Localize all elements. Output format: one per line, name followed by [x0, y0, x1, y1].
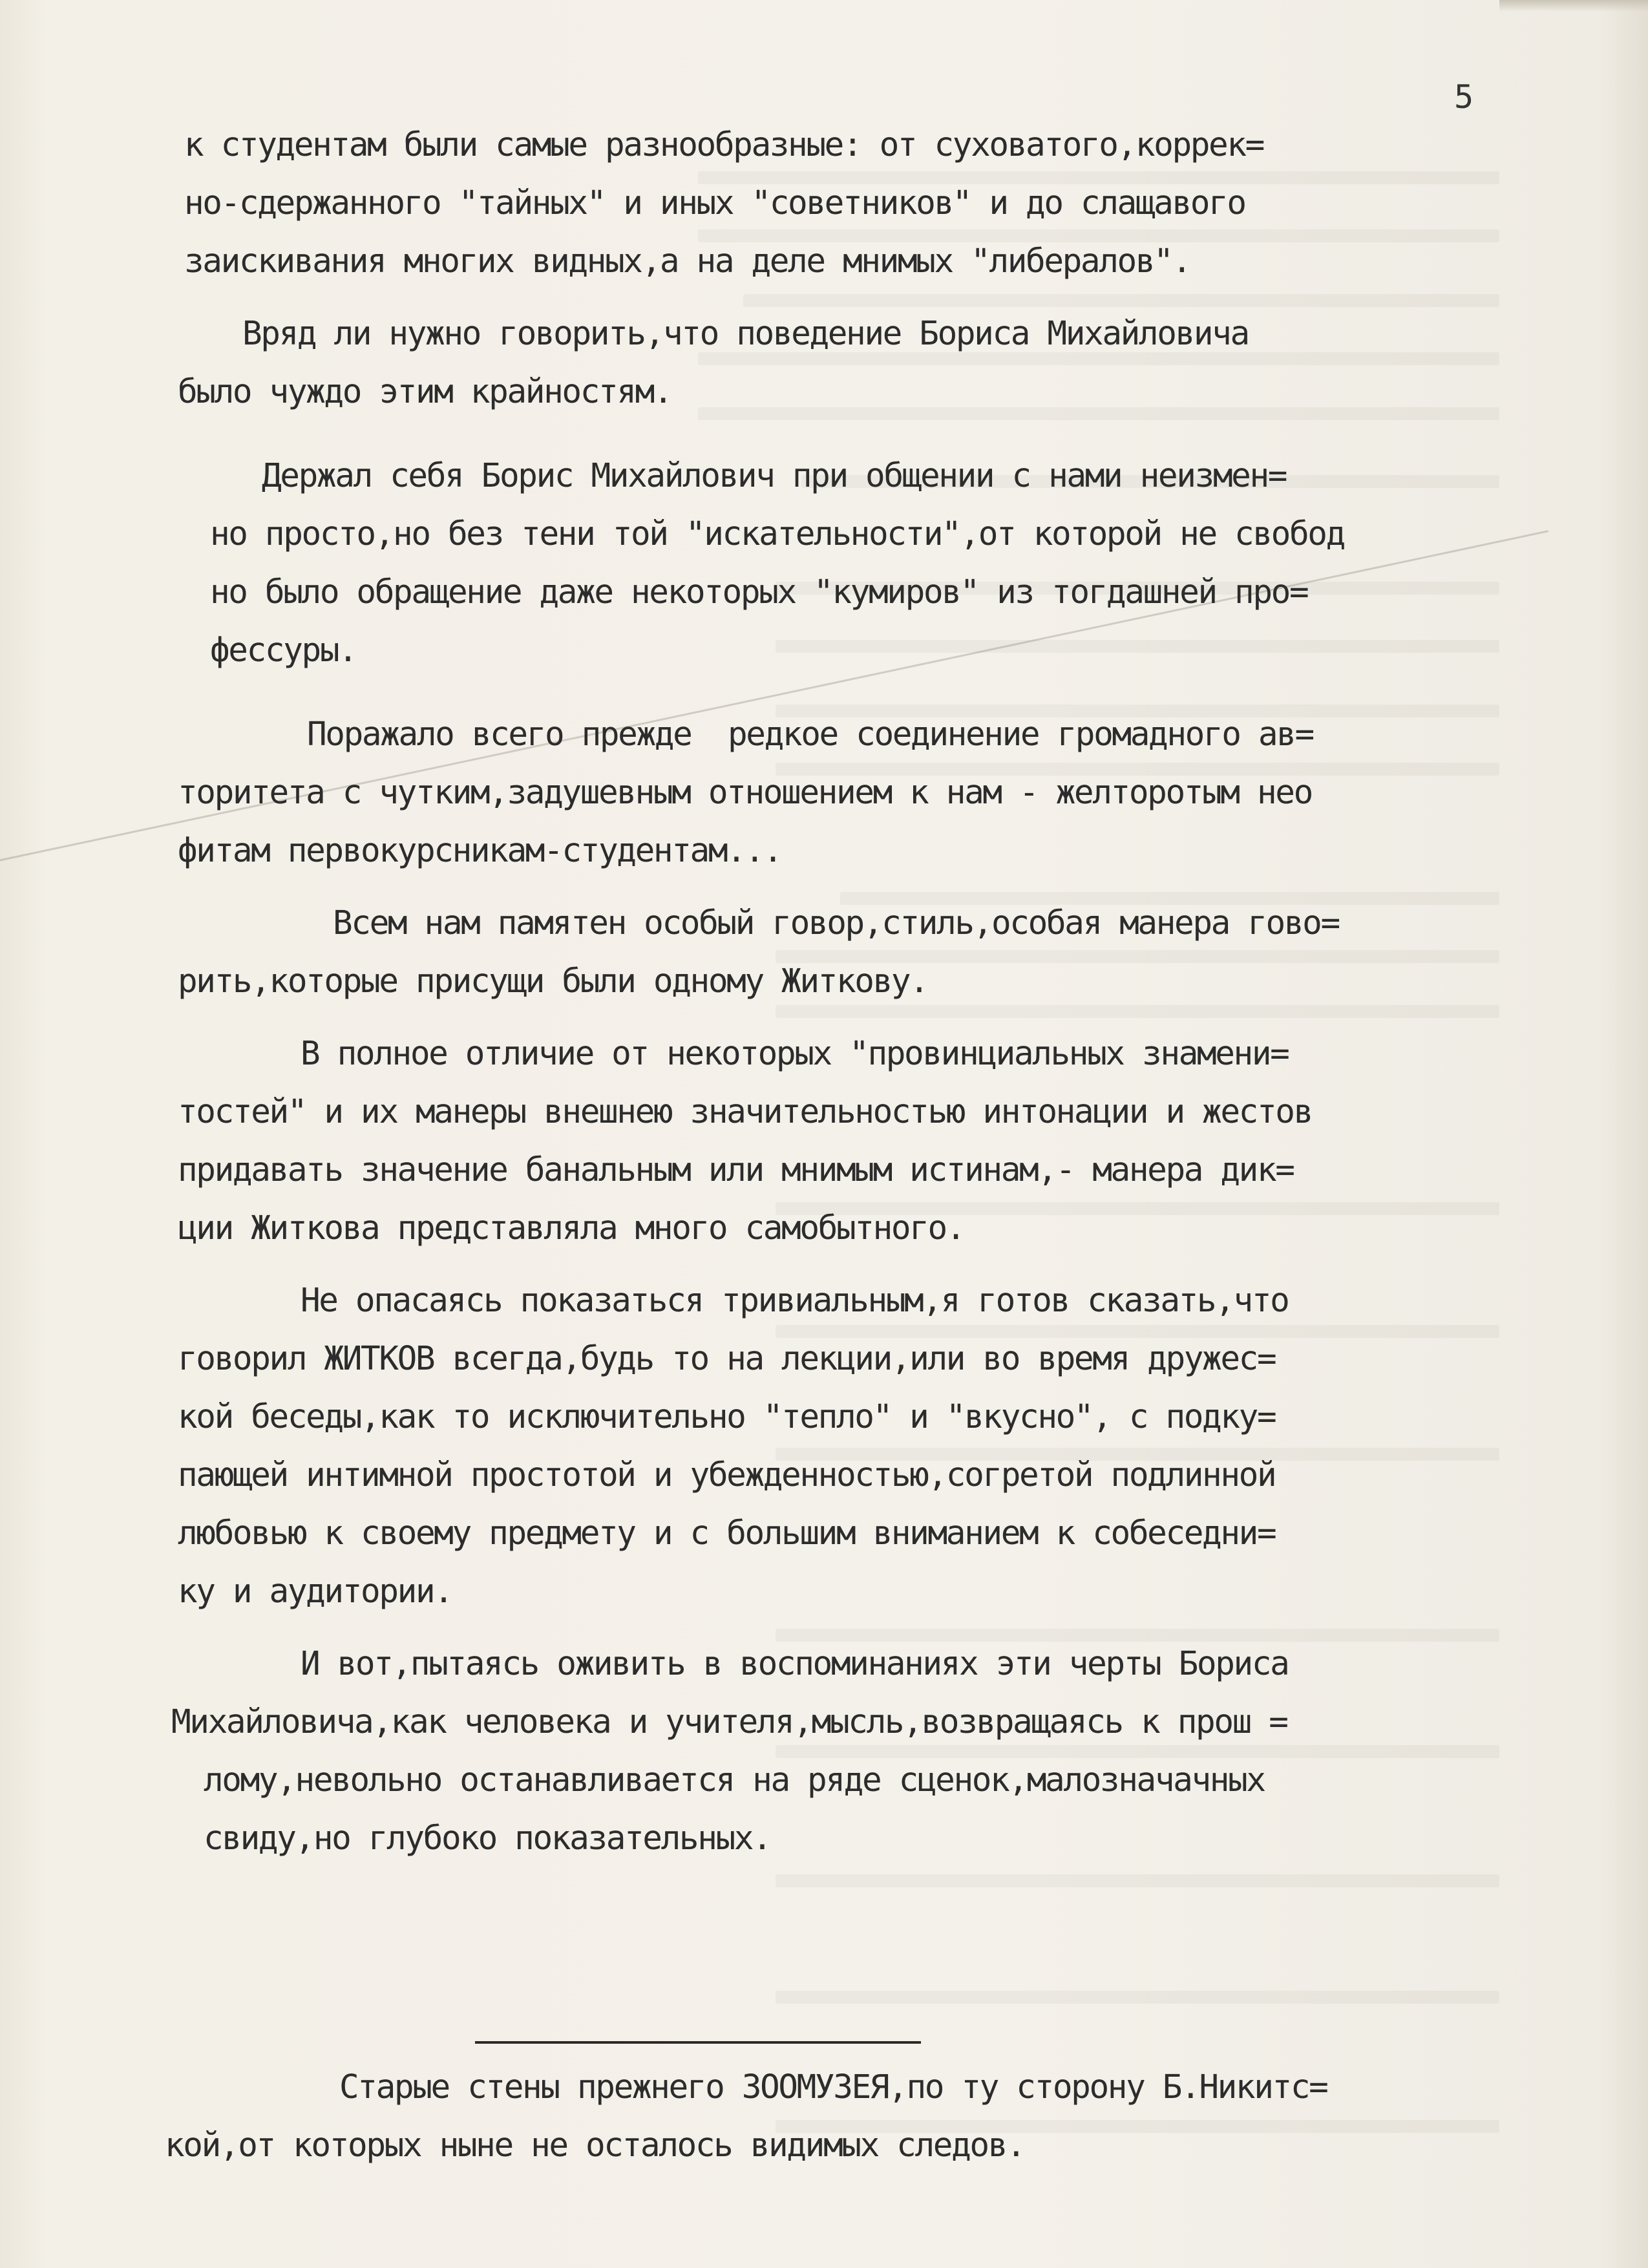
text-line: рить,которые присущи были одному Житкову.: [178, 962, 928, 1001]
text-line: свиду,но глубоко показательных.: [204, 1819, 771, 1858]
text-line: кой беседы,как то исключительно "тепло" и "вкусно", с подку=: [178, 1398, 1276, 1436]
text-line: Держал себя Борис Михайлович при общении с нами неизмен=: [262, 457, 1287, 495]
text-line: тостей" и их манеры внешнею значительностью интонации и жестов: [178, 1093, 1312, 1131]
text-line: но было обращение даже некоторых "кумиров" из тогдашней про=: [210, 573, 1308, 611]
text-line: но-сдержанного "тайных" и иных "советников" и до слащавого: [184, 184, 1245, 222]
text-line: фитам первокурсникам-студентам...: [178, 832, 782, 870]
show-through: [776, 1991, 1499, 2004]
text-line: к студентам были самые разнообразные: от суховатого,коррек=: [184, 126, 1263, 164]
text-line: Вряд ли нужно говорить,что поведение Бориса Михайловича: [242, 315, 1249, 353]
text-line: любовью к своему предмету и с большим вниманием к собеседни=: [178, 1514, 1276, 1553]
text-line: фессуры.: [210, 631, 357, 670]
text-line: говорил ЖИТКОВ всегда,будь то на лекции,или во время дружес=: [178, 1340, 1276, 1378]
text-line: ции Житкова представляла много самобытного.: [178, 1209, 965, 1247]
footnote-separator: [475, 2041, 921, 2044]
text-line: Не опасаясь показаться тривиальным,я готов сказать,что: [301, 1282, 1289, 1320]
text-line: торитета с чутким,задушевным отношением к нам - желторотым нео: [178, 774, 1312, 812]
text-line: Михайловича,как человека и учителя,мысль,возвращаясь к прош =: [171, 1703, 1287, 1741]
text-line: лому,невольно останавливается на ряде сценок,малозначачных: [204, 1761, 1265, 1799]
text-line: придавать значение банальным или мнимым истинам,- манера дик=: [178, 1151, 1294, 1189]
paper-edge: [1499, 0, 1648, 12]
text-line: В полное отличие от некоторых "провинциальных знамени=: [301, 1035, 1289, 1073]
text-line: пающей интимной простотой и убежденностью,согретой подлинной: [178, 1456, 1276, 1494]
footnote: [165, 2059, 1554, 2175]
show-through: [776, 1874, 1499, 1887]
body-text: [165, 116, 1554, 1868]
text-line: кой,от которых ныне не осталось видимых следов.: [165, 2126, 1025, 2165]
text-line: Поражало всего прежде редкое соединение громадного ав=: [307, 715, 1313, 754]
text-line: заискивания многих видных,а на деле мнимых "либералов".: [184, 242, 1190, 281]
text-line: но просто,но без тени той "искательности",от которой не свобод: [210, 515, 1344, 553]
text-line: И вот,пытаясь оживить в воспоминаниях эти черты Бориса: [301, 1645, 1289, 1683]
text-line: ку и аудитории.: [178, 1573, 452, 1611]
page-number: 5: [1454, 78, 1474, 116]
text-line: Старые стены прежнего ЗООМУЗЕЯ,по ту сторону Б.Никитс=: [339, 2068, 1327, 2106]
text-line: было чуждо этим крайностям.: [178, 373, 672, 411]
text-line: Всем нам памятен особый говор,стиль,особая манера гово=: [333, 904, 1339, 942]
